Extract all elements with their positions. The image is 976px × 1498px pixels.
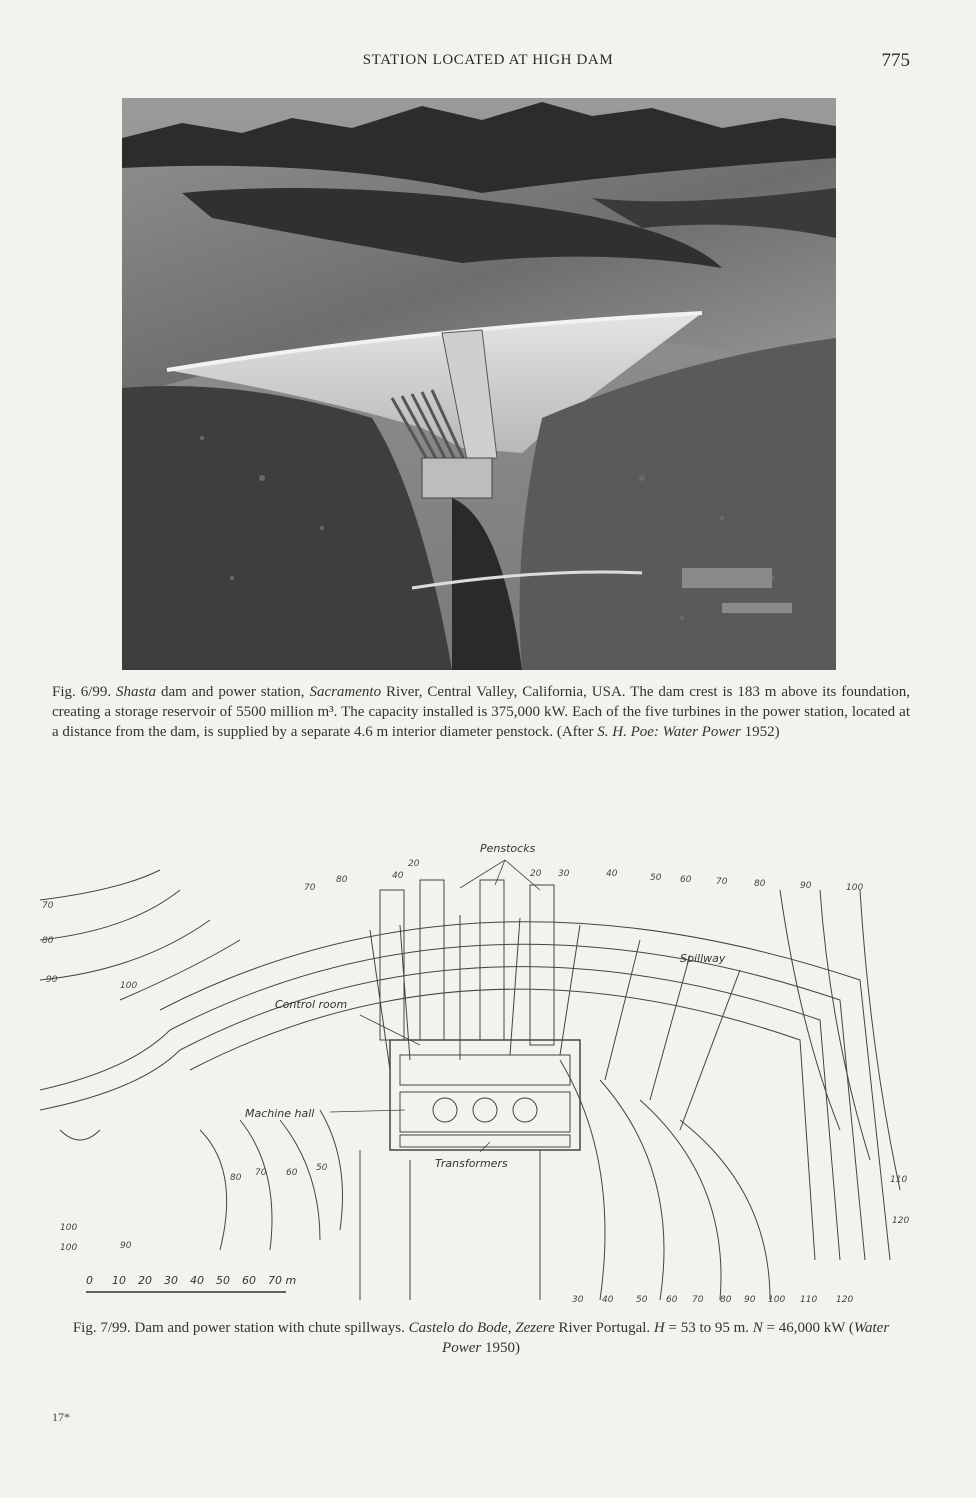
- scale-tick: 60: [242, 1274, 256, 1287]
- figure-6-label: Fig. 6/99.: [52, 684, 112, 700]
- label-penstocks: Penstocks: [480, 842, 536, 855]
- caption-text: River, Central Valley, California, USA. The dam crest is 183 m above its foundation, creating a storage reservoir of 5500 million m³. The capacity installed is 375,000 kW. Each of the five turbines in the power station, located at a distance from the dam, is supplied by a separate 4.6 m interior diameter penstock. (After: [52, 684, 910, 740]
- river-name: Sacramento: [309, 684, 382, 700]
- scale-tick: 70 m: [268, 1274, 297, 1287]
- dam-plan-drawing: [40, 830, 920, 1310]
- caption-text: 1950): [481, 1340, 520, 1356]
- contour-label: 90: [800, 881, 812, 891]
- figure-6-caption: [52, 682, 910, 742]
- contour-label: 80: [42, 936, 54, 946]
- figure-7-caption: [52, 1318, 910, 1358]
- contour-label: 40: [606, 869, 618, 879]
- dam-name: Shasta: [116, 684, 157, 700]
- contour-label: 30: [558, 869, 570, 879]
- signature-mark: 17*: [52, 1410, 70, 1424]
- contour-label: 70: [255, 1168, 267, 1178]
- label-machine-hall: Machine hall: [245, 1107, 315, 1120]
- contour-label: 60: [666, 1295, 678, 1305]
- dam-photo-illustration: [122, 98, 836, 670]
- caption-text: River Portugal.: [554, 1320, 654, 1336]
- contour-label: 20: [530, 869, 542, 879]
- contour-label: 100: [768, 1295, 786, 1305]
- contour-label: 70: [692, 1295, 704, 1305]
- contour-label: 60: [680, 875, 692, 885]
- label-control-room: Control room: [275, 998, 348, 1011]
- contour-label: 50: [650, 873, 662, 883]
- contour-label: 80: [336, 875, 348, 885]
- contour-label: 70: [42, 901, 54, 911]
- contour-label: 60: [286, 1168, 298, 1178]
- label-spillway: Spillway: [680, 952, 726, 965]
- contour-label: 100: [60, 1243, 78, 1253]
- contour-label: 90: [46, 975, 58, 985]
- contour-label: 110: [800, 1295, 818, 1305]
- caption-text: 1952): [740, 724, 780, 740]
- contour-label: 80: [754, 879, 766, 889]
- contour-label: 30: [572, 1295, 584, 1305]
- scale-tick: 0: [86, 1274, 93, 1287]
- scale-tick: 30: [164, 1274, 178, 1287]
- contour-label: 100: [120, 981, 138, 991]
- contour-label: 40: [392, 871, 404, 881]
- contour-label: 20: [408, 859, 420, 869]
- caption-text: Dam and power station with chute spillways.: [130, 1320, 409, 1336]
- contour-label: 40: [602, 1295, 614, 1305]
- contour-label: 90: [120, 1241, 132, 1251]
- figure-7-label: Fig. 7/99.: [72, 1320, 131, 1336]
- scale-tick: 50: [216, 1274, 230, 1287]
- source-journal: Water Power: [442, 1320, 890, 1356]
- shasta-dam-photo: [122, 98, 836, 670]
- scale-tick: 10: [112, 1274, 126, 1287]
- contour-label: 70: [304, 883, 316, 893]
- caption-symbol: H: [653, 1320, 665, 1336]
- contour-label: 120: [836, 1295, 854, 1305]
- scale-bar: [86, 1274, 296, 1292]
- contour-label: 120: [892, 1216, 910, 1226]
- caption-text: = 53 to 95 m.: [664, 1320, 753, 1336]
- contour-label: 80: [230, 1173, 242, 1183]
- contour-label: 50: [316, 1163, 328, 1173]
- contour-label: 110: [890, 1175, 908, 1185]
- dam-location: Castelo do Bode, Zezere: [408, 1320, 555, 1336]
- contour-label: 70: [716, 877, 728, 887]
- caption-text: = 46,000 kW (: [762, 1320, 854, 1336]
- scale-tick: 40: [190, 1274, 204, 1287]
- caption-symbol: N: [752, 1320, 763, 1336]
- caption-text: dam and power station,: [156, 684, 310, 700]
- contour-label: 50: [636, 1295, 648, 1305]
- plan-illustration: [40, 830, 920, 1310]
- running-header: STATION LOCATED AT HIGH DAM: [362, 52, 614, 68]
- contour-label: 90: [744, 1295, 756, 1305]
- contour-label: 80: [720, 1295, 732, 1305]
- contour-label: 100: [60, 1223, 78, 1233]
- page-number: 775: [881, 50, 910, 71]
- scale-tick: 20: [138, 1274, 152, 1287]
- label-transformers: Transformers: [435, 1157, 508, 1170]
- contour-label: 100: [846, 883, 864, 893]
- source-author: S. H. Poe: Water Power: [597, 724, 741, 740]
